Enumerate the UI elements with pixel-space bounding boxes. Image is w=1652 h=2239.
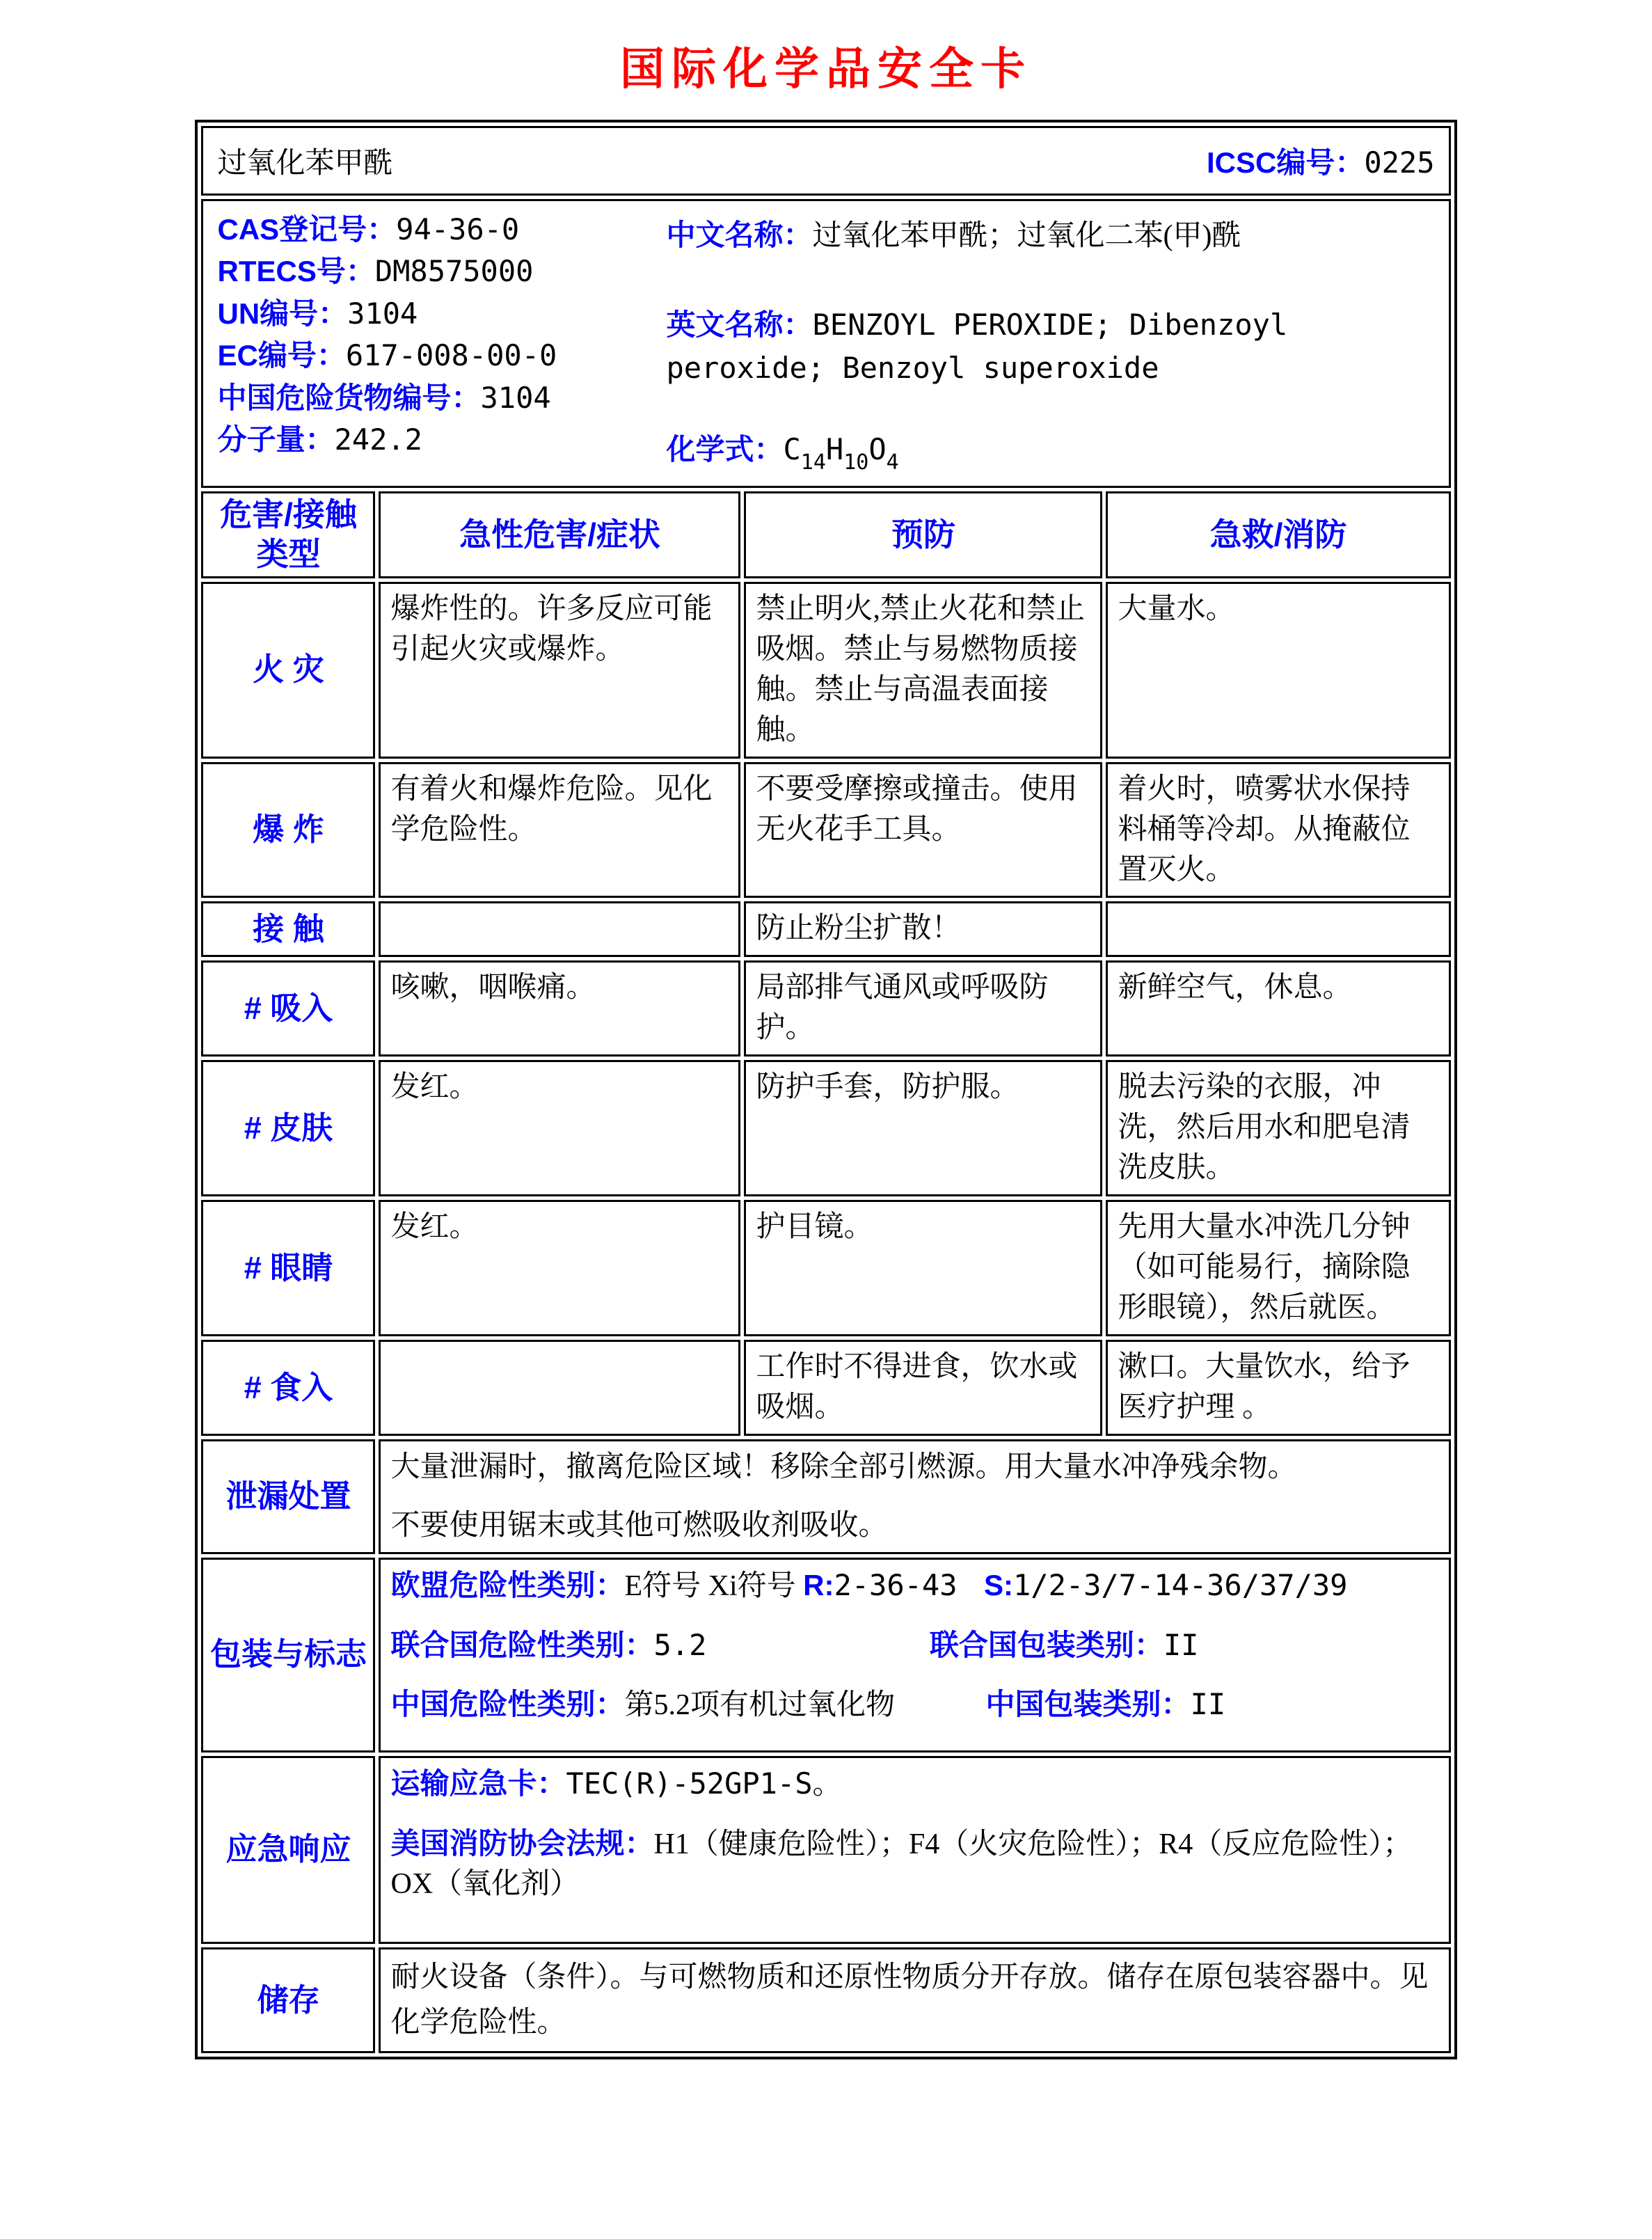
tec-line [390, 1764, 1438, 1805]
spill-line2: 不要使用锯末或其他可燃吸收剂吸收。 [390, 1509, 888, 1542]
english-name-line [666, 304, 1296, 390]
skin-symptom: 发红。 [379, 1060, 740, 1196]
identifier-cas [217, 212, 666, 248]
ingestion-prevention: 工作时不得进食，饮水或吸烟。 [744, 1340, 1102, 1436]
formula-line [666, 427, 1434, 475]
contact-prevention: 防止粉尘扩散！ [744, 901, 1102, 957]
ingestion-symptom [379, 1340, 740, 1436]
nfpa-line [390, 1823, 1438, 1906]
hazard-row-eyes [201, 1200, 1450, 1336]
storage-row [201, 1947, 1450, 2053]
card-header-cell [201, 126, 1450, 196]
chinese-name-line [666, 212, 1434, 254]
row-label-inhalation: # 吸入 [201, 960, 375, 1057]
inhalation-firstaid: 新鲜空气，休息。 [1106, 960, 1450, 1057]
row-label-ingestion: # 食入 [201, 1340, 375, 1436]
identifier-ec [217, 338, 666, 374]
hazard-row-inhalation [201, 960, 1450, 1057]
nfpa-value: H1（健康危险性）；F4（火灾危险性）；R4（反应危险性）；OX（氧化剂） [390, 1828, 1413, 1901]
chinese-name-label: 中文名称： [666, 219, 813, 251]
identifier-value: 3104 [480, 380, 551, 415]
hazard-header-firstaid: 急救/消防 [1106, 491, 1450, 578]
row-label-emergency: 应急响应 [201, 1756, 375, 1944]
english-name-value: BENZOYL PEROXIDE; Dibenzoyl peroxide; Benzoyl superoxide [666, 308, 1288, 385]
icsc-label: ICSC编号： [1207, 146, 1365, 179]
page-title: 国际化学品安全卡 [620, 44, 1032, 94]
identifier-value: 242.2 [334, 422, 422, 457]
s-phrase-label: S: [984, 1568, 1013, 1601]
packaging-content [379, 1558, 1450, 1753]
english-name-label: 英文名称： [666, 308, 813, 341]
icsc-value: 0225 [1364, 145, 1435, 180]
spill-content [379, 1439, 1450, 1554]
un-class-value: 5.2 [653, 1627, 707, 1662]
formula-label: 化学式： [666, 432, 784, 466]
hazard-row-explosion [201, 762, 1450, 899]
un-pack-label: 联合国包装类别： [929, 1628, 1163, 1661]
explosion-firstaid: 着火时，喷雾状水保持料桶等冷却。从掩蔽位置灭火。 [1106, 762, 1450, 899]
cn-class-label: 中国危险性类别： [390, 1688, 625, 1721]
names-column [666, 212, 1434, 475]
storage-content: 耐火设备（条件）。与可燃物质和还原性物质分开存放。储存在原包装容器中。见化学危险性。 [379, 1947, 1450, 2053]
explosion-prevention: 不要受摩擦或撞击。使用无火花手工具。 [744, 762, 1102, 899]
row-label-fire: 火 灾 [201, 582, 375, 759]
identifier-label: 分子量： [217, 422, 335, 456]
fire-prevention: 禁止明火,禁止火花和禁止吸烟。禁止与易燃物质接触。禁止与高温表面接触。 [744, 582, 1102, 759]
identifiers-row [201, 199, 1450, 488]
row-label-contact: 接 触 [201, 901, 375, 957]
packaging-un-line [390, 1625, 1438, 1667]
identifier-value: 617-008-00-0 [345, 338, 557, 373]
identifiers-column [217, 212, 666, 475]
hazard-header-symptom: 急性危害/症状 [379, 491, 740, 578]
emergency-content [379, 1756, 1450, 1944]
hazard-row-contact [201, 901, 1450, 957]
hazard-header-type: 危害/接触 类型 [201, 491, 375, 578]
contact-symptom [379, 901, 740, 957]
r-phrase-label: R: [803, 1568, 834, 1601]
row-label-spill: 泄漏处置 [201, 1439, 375, 1554]
s-phrase-value: 1/2-3/7-14-36/37/39 [1013, 1567, 1348, 1602]
ingestion-firstaid: 漱口。大量饮水，给予医疗护理 。 [1106, 1340, 1450, 1436]
spill-row [201, 1439, 1450, 1554]
cn-pack-label: 中国包装类别： [985, 1688, 1191, 1721]
formula-subscript: 4 [886, 450, 899, 475]
identifier-label: EC编号： [217, 339, 346, 372]
cn-pack-value: II [1190, 1687, 1226, 1722]
chemical-name: 过氧化苯甲酰 [217, 148, 393, 180]
row-label-storage: 储存 [201, 1947, 375, 2053]
identifier-china-dg [217, 381, 666, 416]
hazard-header-prevention: 预防 [744, 491, 1102, 578]
icsc-number [1207, 140, 1435, 182]
inhalation-prevention: 局部排气通风或呼吸防护。 [744, 960, 1102, 1057]
fire-symptom: 爆炸性的。许多反应可能引起火灾或爆炸。 [379, 582, 740, 759]
chinese-name-value: 过氧化苯甲酰；过氧化二苯(甲)酰 [812, 220, 1241, 252]
hazard-header-row [201, 491, 1450, 578]
identifier-value: 3104 [347, 296, 418, 331]
explosion-symptom: 有着火和爆炸危险。见化学危险性。 [379, 762, 740, 899]
identifier-label: CAS登记号： [217, 213, 397, 246]
packaging-row [201, 1558, 1450, 1753]
skin-prevention: 防护手套，防护服。 [744, 1060, 1102, 1196]
eyes-prevention: 护目镜。 [744, 1200, 1102, 1336]
row-label-eyes: # 眼睛 [201, 1200, 375, 1336]
tec-label: 运输应急卡： [390, 1766, 566, 1800]
fire-firstaid: 大量水。 [1106, 582, 1450, 759]
row-label-explosion: 爆 炸 [201, 762, 375, 899]
inhalation-symptom: 咳嗽，咽喉痛。 [379, 960, 740, 1057]
un-pack-value: II [1163, 1627, 1199, 1662]
identifier-un [217, 296, 666, 332]
identifier-molweight [217, 422, 666, 458]
formula-subscript: 10 [843, 450, 869, 475]
emergency-row [201, 1756, 1450, 1944]
eyes-symptom: 发红。 [379, 1200, 740, 1336]
nfpa-label: 美国消防协会法规： [390, 1826, 654, 1860]
packaging-eu-line [390, 1565, 1438, 1607]
un-class-label: 联合国危险性类别： [390, 1628, 654, 1661]
cn-class-value: 第5.2项有机过氧化物 [624, 1689, 896, 1722]
identifier-label: UN编号： [217, 296, 348, 330]
packaging-cn-line [390, 1684, 1438, 1726]
identifier-value: 94-36-0 [396, 212, 520, 246]
eu-class-label: 欧盟危险性类别： [390, 1568, 625, 1601]
row-label-packaging: 包装与标志 [201, 1558, 375, 1753]
identifiers-cell [201, 199, 1450, 488]
hazard-row-ingestion [201, 1340, 1450, 1436]
eu-class-value: E符号 Xi符号 [624, 1569, 804, 1602]
contact-firstaid [1106, 901, 1450, 957]
identifier-rtecs [217, 254, 666, 290]
identifier-label: 中国危险货物编号： [217, 381, 481, 414]
eyes-firstaid: 先用大量水冲洗几分钟（如可能易行，摘除隐形眼镜），然后就医。 [1106, 1200, 1450, 1336]
skin-firstaid: 脱去污染的衣服，冲洗，然后用水和肥皂清洗皮肤。 [1106, 1060, 1450, 1196]
identifier-label: RTECS号： [217, 255, 375, 288]
row-label-skin: # 皮肤 [201, 1060, 375, 1196]
r-phrase-value: 2-36-43 [834, 1567, 958, 1602]
hazard-row-fire [201, 582, 1450, 759]
spill-line1: 大量泄漏时，撤离危险区域！移除全部引燃源。用大量水冲净残余物。 [390, 1450, 1297, 1483]
tec-value: TEC(R)-52GP1-S。 [566, 1766, 842, 1801]
formula-subscript: 14 [800, 450, 826, 475]
safety-card-table [195, 120, 1456, 2059]
hazard-row-skin [201, 1060, 1450, 1196]
identifier-value: DM8575000 [374, 254, 534, 289]
formula-value: $C_{14}H_{10}O_4$ [783, 432, 899, 475]
card-header-row [201, 126, 1450, 196]
